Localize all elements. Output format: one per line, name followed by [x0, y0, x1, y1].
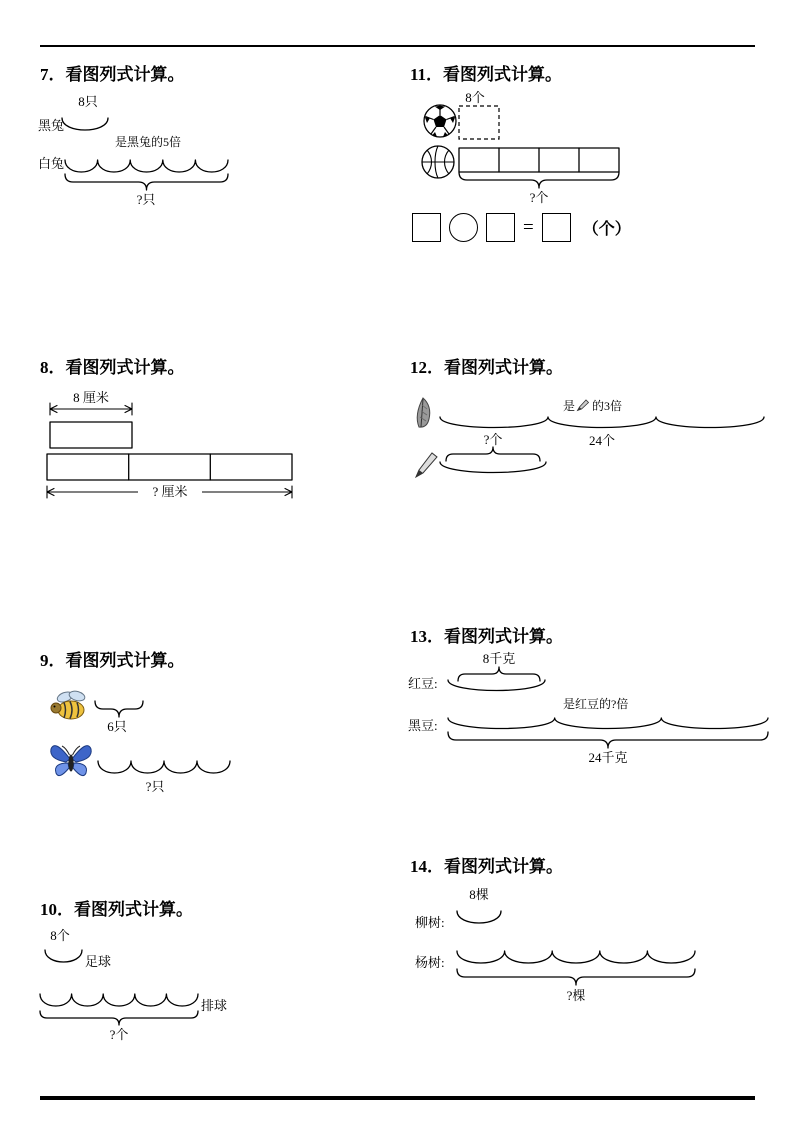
- p11-heading: 11．看图列式计算。: [410, 65, 563, 84]
- p7-underbrace: [65, 174, 228, 190]
- p11-unit-label: （个）: [582, 221, 631, 238]
- p14-willow-bar: [457, 911, 501, 923]
- p9-diagram: [45, 683, 260, 803]
- p7-relation-label: 是黑兔的5倍: [114, 135, 182, 149]
- p7-row1-label: 黑兔: [38, 118, 65, 133]
- p12-overbrace: [446, 447, 540, 461]
- p13-heading: 13．看图列式计算。: [410, 627, 563, 646]
- p10-question-label: ?个: [109, 1027, 129, 1042]
- p13-row2-label: 黑豆:: [408, 718, 438, 733]
- p11-diagram: [413, 88, 643, 204]
- p11-answer-box-2: [486, 213, 515, 242]
- pencil-icon: [416, 453, 437, 477]
- p7-count-label: 8只: [78, 94, 98, 109]
- p9-count-label: 6只: [107, 719, 127, 734]
- p8-question-label: ? 厘米: [152, 484, 188, 499]
- p12-diagram: [406, 392, 778, 487]
- p7-heading: 7．看图列式计算。: [40, 65, 185, 84]
- bottom-rule: [40, 1096, 755, 1100]
- p14-underbrace: [457, 969, 695, 985]
- soccer-ball-icon: [424, 105, 456, 137]
- bee-icon: [51, 690, 86, 719]
- p13-black-bean-bar: [448, 718, 768, 729]
- basketball-icon: [422, 146, 454, 178]
- p14-row1-label: 柳树:: [415, 915, 445, 930]
- p14-question-label: ?棵: [566, 988, 586, 1003]
- p14-top-label: 8棵: [469, 887, 489, 902]
- p7-row2-label: 白兔: [38, 156, 65, 171]
- p9-heading: 9．看图列式计算。: [40, 651, 185, 670]
- p13-bottom-label: 24千克: [588, 750, 628, 765]
- p8-top-label: 8 厘米: [73, 390, 109, 405]
- p11-dashed-box: [459, 106, 499, 139]
- p13-relation-label: 是红豆的?倍: [563, 697, 629, 711]
- p13-diagram: [406, 648, 778, 766]
- p7-diagram: [38, 88, 288, 210]
- p13-red-bean-bar: [448, 680, 545, 691]
- butterfly-icon: [51, 746, 91, 776]
- p7-black-rabbit-bar: [62, 118, 108, 130]
- p13-row1-label: 红豆:: [408, 676, 438, 691]
- p11-underbrace: [459, 172, 619, 188]
- p14-heading: 14．看图列式计算。: [410, 857, 563, 876]
- p11-result-box: [542, 213, 571, 242]
- p13-top-label: 8千克: [482, 651, 516, 666]
- p10-row2-label: 排球: [201, 998, 228, 1013]
- p10-heading: 10．看图列式计算。: [40, 900, 193, 919]
- p7-question-label: ?只: [136, 192, 156, 207]
- p12-count-label: 24个: [588, 433, 616, 448]
- p10-count-label: 8个: [50, 928, 70, 943]
- p7-white-rabbit-bar: [65, 160, 228, 172]
- p9-count-brace: [95, 701, 143, 717]
- p11-answer-box-1: [412, 213, 441, 242]
- p9-question-label: ?只: [145, 779, 165, 794]
- p8-long-bar: [47, 454, 292, 480]
- p11-question-label: ?个: [529, 190, 549, 205]
- p14-row2-label: 杨树:: [415, 955, 445, 970]
- p10-volleyball-bar: [40, 994, 198, 1006]
- p12-heading: 12．看图列式计算。: [410, 358, 563, 377]
- p13-underbrace: [448, 732, 768, 748]
- p11-count-label: 8个: [465, 90, 485, 105]
- p11-equals-sign: =: [523, 217, 534, 238]
- p10-underbrace: [40, 1011, 198, 1025]
- p12-question-label: ?个: [483, 432, 503, 447]
- p10-row1-label: 足球: [85, 954, 112, 969]
- p14-diagram: [413, 883, 713, 1003]
- p13-overbrace: [458, 667, 540, 681]
- p10-soccer-bar: [45, 950, 82, 962]
- p9-long-bar: [98, 761, 230, 773]
- pencil-inline-icon: [578, 400, 589, 411]
- p8-short-bar: [50, 422, 132, 448]
- p12-feather-bar: [440, 417, 764, 428]
- p10-diagram: [38, 924, 273, 1046]
- feather-icon: [417, 398, 430, 427]
- p11-operator-circle: [449, 213, 478, 242]
- p14-poplar-bar: [457, 951, 695, 963]
- p12-pencil-bar: [440, 462, 546, 473]
- p12-relation-prefix: 是: [563, 399, 576, 413]
- p8-diagram: [40, 392, 310, 504]
- top-rule: [40, 45, 755, 47]
- p12-relation-suffix: 的3倍: [592, 399, 623, 413]
- p8-heading: 8．看图列式计算。: [40, 358, 185, 377]
- p11-equation: [412, 213, 631, 242]
